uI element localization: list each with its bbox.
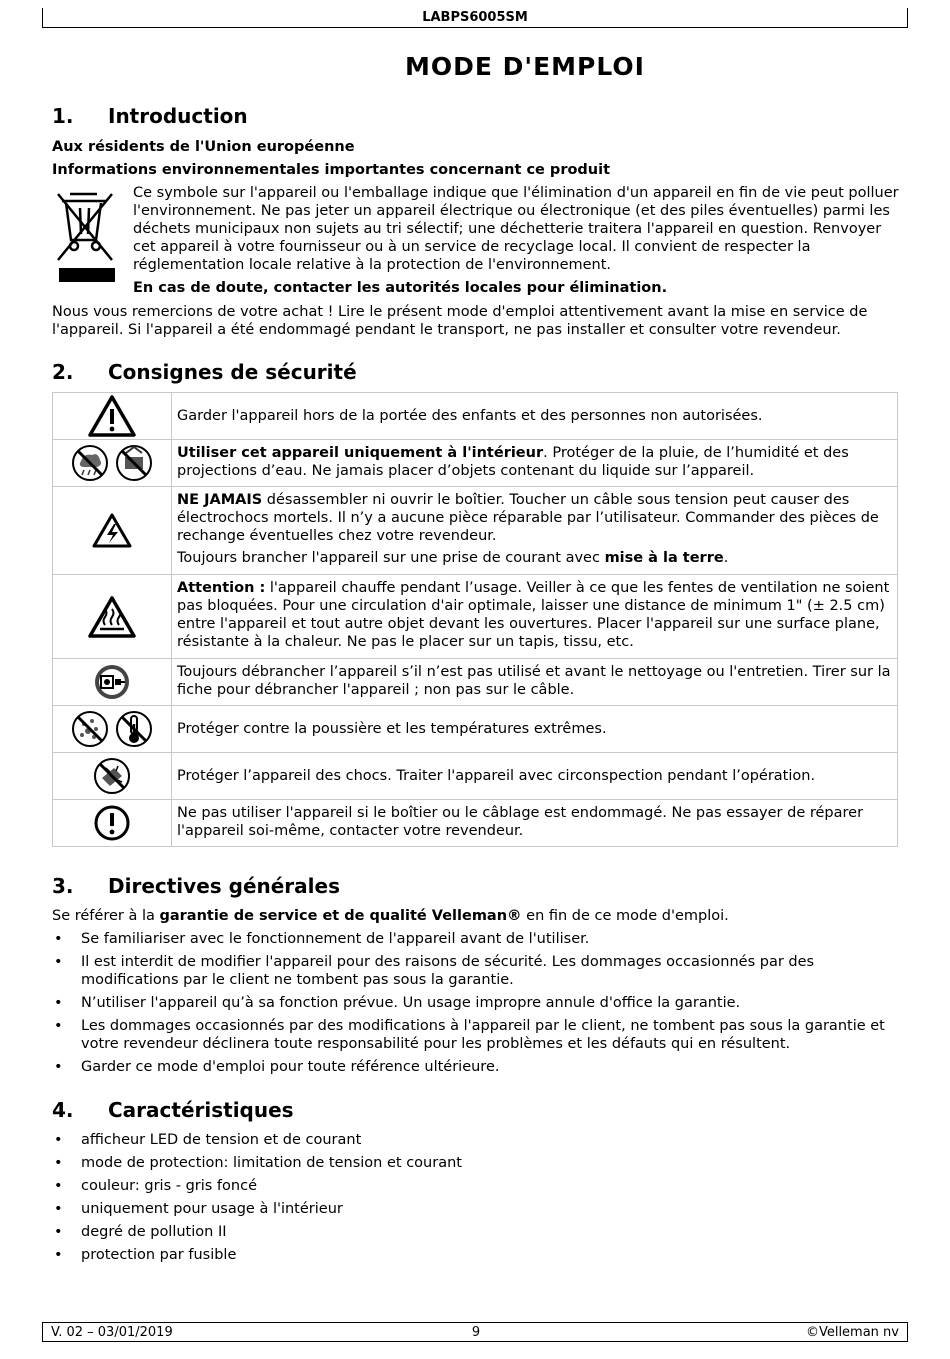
- weee-notice: Ce symbole sur l'appareil ou l'emballage indique que l'élimination d'un appareil en fin de vie peut polluer l'environnement. Ne pas jeter un appareil électrique ou électronique (et des piles éventuelles) parmi les déchets municipaux non sujets au tri sélectif; une déchetterie traitera l'appareil en question. Renvoyer cet appareil à votre fournisseur ou à un service de recyclage local. Il convient de respecter la réglementation locale relative à la protection de l'environnement.: [133, 185, 899, 273]
- list-item: • Garder ce mode d'emploi pour toute référence ultérieure.: [52, 1058, 902, 1076]
- section-heading-general: 3. Directives générales: [52, 874, 340, 898]
- list-item: • Il est interdit de modifier l'appareil pour des raisons de sécurité. Les dommages occasionnés par des modifications par le client ne tombent pas sous la garantie.: [52, 953, 902, 989]
- no-shock-icon: [53, 753, 172, 800]
- warning-triangle-icon: [53, 393, 172, 440]
- safety-table: [52, 392, 898, 847]
- safety-text: Toujours débrancher l’appareil s’il n’est pas utilisé et avant le nettoyage ou l'entretien. Tirer sur la fiche pour débrancher l'appareil ; non pas sur le câble.: [177, 664, 891, 698]
- safety-row: [53, 440, 898, 487]
- weee-bin-icon: [52, 188, 122, 288]
- list-item: • Les dommages occasionnés par des modifications à l'appareil par le client, ne tombent pas sous la garantie et votre revendeur déclinera toute responsabilité pour les problèmes et les défauts qui en résultent.: [52, 1017, 902, 1053]
- electric-shock-icon: [53, 487, 172, 575]
- eu-residents-heading: Aux résidents de l'Union européenne: [52, 139, 355, 155]
- safety-text: Toujours brancher l'appareil sur une prise de courant avec mise à la terre.: [177, 550, 729, 566]
- list-item: • couleur: gris - gris foncé: [52, 1177, 902, 1195]
- model-number: LABPS6005SM: [422, 10, 528, 25]
- thanks-paragraph: Nous vous remercions de votre achat ! Lire le présent mode d'emploi attentivement avant la mise en service de l'appareil. Si l'appareil a été endommagé pendant le transport, ne pas installer et consulter votre revendeur.: [52, 304, 868, 338]
- hot-surface-icon: [53, 575, 172, 659]
- features-list: [52, 1131, 902, 1269]
- list-item: • uniquement pour usage à l'intérieur: [52, 1200, 902, 1218]
- list-item: • degré de pollution II: [52, 1223, 902, 1241]
- dust-temperature-icon: [53, 706, 172, 753]
- warranty-reference: Se référer à la garantie de service et de qualité Velleman® en fin de ce mode d'emploi.: [52, 908, 729, 924]
- page-footer: [42, 1322, 908, 1342]
- environment-heading: Informations environnementales importantes concernant ce produit: [52, 162, 611, 178]
- safety-text: Garder l'appareil hors de la portée des enfants et des personnes non autorisées.: [177, 408, 763, 424]
- safety-row: [53, 753, 898, 800]
- safety-row: [53, 575, 898, 659]
- version-label: V. 02 – 03/01/2019: [51, 1325, 173, 1340]
- safety-text: Protéger l’appareil des chocs. Traiter l'appareil avec circonspection pendant l’opération.: [177, 768, 816, 784]
- doubt-notice: En cas de doute, contacter les autorités locales pour élimination.: [133, 280, 668, 296]
- copyright-label: ©Velleman nv: [805, 1325, 899, 1340]
- page-header: [42, 8, 908, 28]
- section-heading-safety: 2. Consignes de sécurité: [52, 360, 357, 384]
- section-heading-introduction: 1. Introduction: [52, 104, 248, 128]
- no-rain-indoor-icon: [53, 440, 172, 487]
- safety-row: [53, 659, 898, 706]
- safety-text: Protéger contre la poussière et les températures extrêmes.: [177, 721, 607, 737]
- page-number: 9: [471, 1325, 481, 1340]
- list-item: • N’utiliser l'appareil qu’à sa fonction prévue. Un usage impropre annule d'office la garantie.: [52, 994, 902, 1012]
- list-item: • Se familiariser avec le fonctionnement de l'appareil avant de l'utiliser.: [52, 930, 902, 948]
- list-item: • mode de protection: limitation de tension et courant: [52, 1154, 902, 1172]
- safety-text: NE JAMAIS désassembler ni ouvrir le boîtier. Toucher un câble sous tension peut causer des électrochocs mortels. Il n’y a aucune pièce réparable par l’utilisateur. Commander des pièces de rechange éventuelles chez votre revendeur.: [177, 492, 879, 544]
- safety-text: Attention : l'appareil chauffe pendant l’usage. Veiller à ce que les fentes de ventilation ne soient pas bloquées. Pour une circulation d'air optimale, laisser une distance de minimum 1" (± 2.5 cm) entre l'appareil et tout autre objet devant les ouvertures. Placer l'appareil sur une surface plane, résistante à la chaleur. Ne pas le placer sur un tapis, tissu, etc.: [177, 580, 890, 650]
- list-item: • protection par fusible: [52, 1246, 902, 1264]
- safety-row: [53, 487, 898, 575]
- unplug-icon: [53, 659, 172, 706]
- page-title: MODE D'EMPLOI: [405, 52, 645, 81]
- exclamation-circle-icon: [53, 800, 172, 847]
- list-item: • afficheur LED de tension et de courant: [52, 1131, 902, 1149]
- safety-row: [53, 800, 898, 847]
- safety-text: Ne pas utiliser l'appareil si le boîtier ou le câblage est endommagé. Ne pas essayer de réparer l'appareil soi-même, contacter votre revendeur.: [177, 805, 864, 839]
- general-guidelines-list: [52, 930, 902, 1081]
- safety-text: Utiliser cet appareil uniquement à l'intérieur. Protéger de la pluie, de l’humidité et des projections d’eau. Ne jamais placer d’objets contenant du liquide sur l’appareil.: [177, 445, 849, 479]
- safety-row: [53, 706, 898, 753]
- safety-row: [53, 393, 898, 440]
- section-heading-features: 4. Caractéristiques: [52, 1098, 294, 1122]
